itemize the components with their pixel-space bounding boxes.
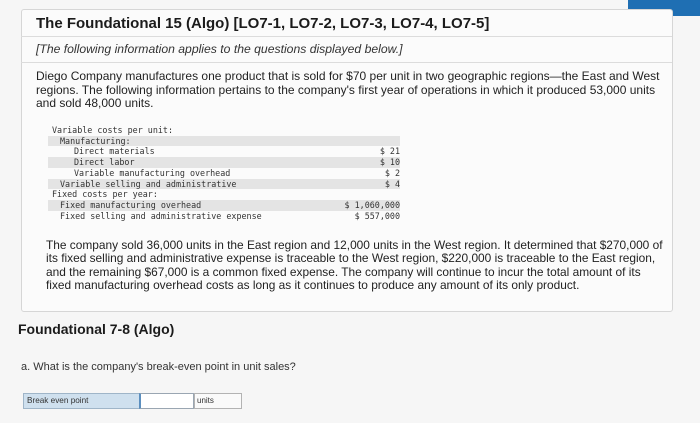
- cost-value: $ 557,000: [354, 210, 400, 221]
- cost-value: [324, 125, 400, 136]
- cost-table-row: [48, 136, 400, 147]
- cost-value: [324, 189, 400, 200]
- cost-label: Variable selling and administrative: [48, 179, 324, 190]
- cost-label: Direct materials: [74, 146, 155, 157]
- cost-value: [324, 136, 400, 147]
- instructions-note: [The following information applies to the questions displayed below.]: [36, 42, 403, 56]
- cost-table-row: [48, 125, 400, 136]
- cost-label: Fixed manufacturing overhead: [48, 200, 324, 211]
- cost-label: Manufacturing:: [48, 136, 324, 147]
- problem-title: The Foundational 15 (Algo) [LO7-1, LO7-2, LO7-3, LO7-4, LO7-5]: [36, 15, 490, 32]
- cost-data-table: [48, 125, 400, 221]
- subtitle-divider: [21, 62, 672, 63]
- cost-label: Variable manufacturing overhead: [74, 167, 231, 178]
- cost-value: $ 1,060,000: [324, 200, 400, 211]
- question-section-title: Foundational 7-8 (Algo): [18, 321, 175, 337]
- cost-table-row: [48, 189, 400, 200]
- cost-table-row: [48, 200, 400, 211]
- cost-table-row: [48, 211, 400, 222]
- break-even-input[interactable]: [139, 393, 194, 409]
- cost-value: $ 2: [384, 167, 400, 178]
- break-even-label: Break even point: [23, 393, 140, 409]
- answer-row: [23, 393, 242, 409]
- question-text: a. What is the company's break-even point in unit sales?: [21, 361, 296, 373]
- cost-label: Fixed selling and administrative expense: [60, 210, 262, 221]
- cost-table-row: [48, 179, 400, 190]
- cost-label: Fixed costs per year:: [52, 189, 158, 200]
- units-label: units: [194, 393, 242, 409]
- cost-value: $ 4: [324, 179, 400, 190]
- title-divider: [21, 36, 672, 37]
- cost-table-row: [48, 157, 400, 168]
- intro-paragraph: Diego Company manufactures one product that is sold for $70 per unit in two geographic regions—the East and West regions. The following information pertains to the company's first year of operations in which it produced 53,000 units and sold 48,000 units.: [36, 69, 660, 111]
- cost-table-row: [48, 146, 400, 157]
- cost-value: $ 21: [379, 146, 400, 157]
- cost-table-row: [48, 168, 400, 179]
- cost-value: $ 10: [324, 157, 400, 168]
- segment-paragraph: The company sold 36,000 units in the East region and 12,000 units in the West region. It determined that $270,000 of its fixed selling and administrative expense is traceable to the West region, $220,000 is traceable to the East region, and the remaining $67,000 is a common fixed expense. The company will continue to incur the total amount of its fixed manufacturing overhead costs as long as it continues to produce any amount of its only product.: [46, 238, 663, 292]
- cost-label: Direct labor: [48, 157, 324, 168]
- cost-label: Variable costs per unit:: [52, 125, 174, 135]
